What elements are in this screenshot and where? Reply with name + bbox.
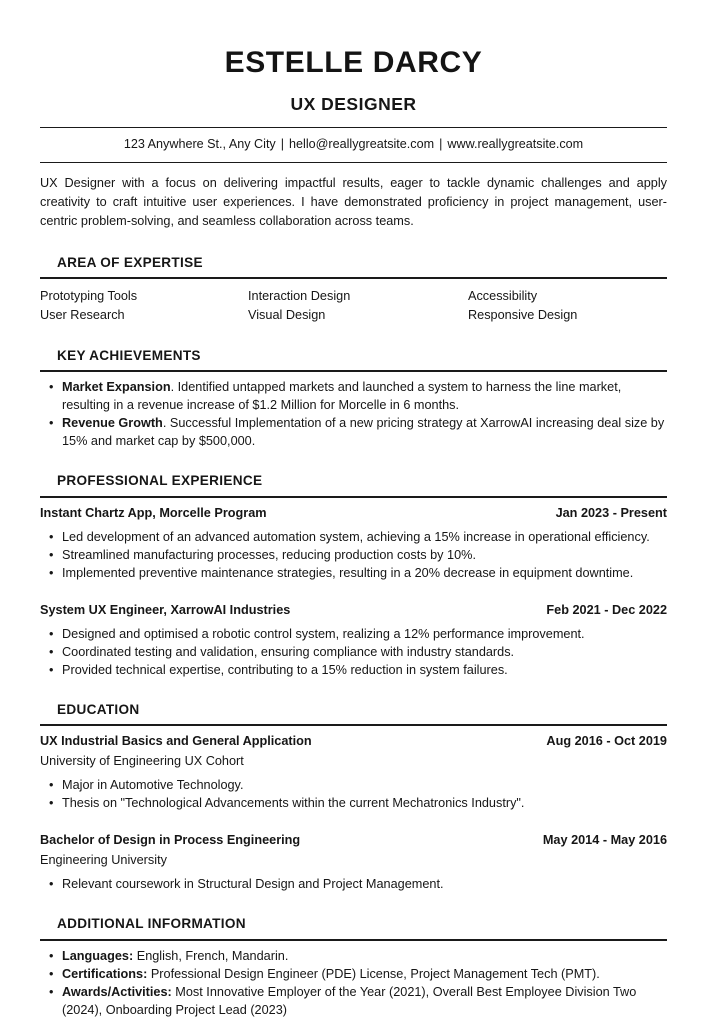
achievement-item: [40, 378, 667, 414]
section-divider: [40, 370, 667, 372]
contact-separator: |: [439, 136, 443, 151]
jobs-list: [40, 504, 667, 679]
section-education: [40, 700, 667, 894]
profile-summary: UX Designer with a focus on delivering impactful results, eager to tackle dynamic challenges and apply creativity to craft intuitive user experiences. I have demonstrated proficiency in project management, user-centric problem-solving, and seamless collaboration across teams.: [40, 175, 667, 229]
education-dates: Aug 2016 - Oct 2019: [546, 734, 667, 749]
section-divider: [40, 496, 667, 498]
additional-item: [40, 965, 667, 983]
bullet-icon: [40, 965, 62, 983]
achievement-item: [40, 414, 667, 450]
education-bullets: [40, 776, 667, 812]
additional-item: [40, 947, 667, 965]
additional-label: Certifications:: [62, 966, 148, 981]
section-heading-achievements: KEY ACHIEVEMENTS: [57, 347, 201, 363]
job-bullet-text: Coordinated testing and validation, ensuring compliance with industry standards.: [62, 644, 515, 659]
skill-item: Prototyping Tools: [40, 288, 138, 303]
education-school: Engineering University: [40, 853, 167, 868]
achievement-detail: . Successful Implementation of a new pricing strategy at XarrowAI increasing deal size by 15% and market cap by $500,000.: [62, 416, 665, 449]
job-bullet: [40, 643, 667, 661]
bullet-icon: [40, 414, 62, 432]
bullet-icon: [40, 528, 62, 546]
job-bullet-text: Implemented preventive maintenance strategies, resulting in a 20% decrease in equipment downtime.: [62, 565, 634, 580]
job-entry-dates: Feb 2021 - Dec 2022: [546, 602, 667, 617]
achievement-label: Market Expansion: [62, 380, 171, 395]
job-bullet: [40, 661, 667, 679]
job-bullet: [40, 546, 667, 564]
education-list: [40, 732, 667, 893]
education-bullet-text: Relevant coursework in Structural Design and Project Management.: [62, 877, 444, 892]
education-entry: [40, 831, 667, 893]
section-experience: [40, 471, 667, 679]
job-entry: [40, 601, 667, 679]
bullet-icon: [40, 794, 62, 812]
education-entry: [40, 732, 667, 812]
education-header: [40, 831, 667, 849]
section-expertise: [40, 253, 667, 325]
skill-item: Visual Design: [248, 307, 326, 322]
education-degree: UX Industrial Basics and General Application: [40, 734, 312, 749]
education-bullet: [40, 776, 667, 794]
education-bullet-text: Major in Automotive Technology.: [62, 778, 244, 793]
section-divider: [40, 724, 667, 726]
achievement-text: [62, 378, 667, 414]
education-bullet-text: Thesis on "Technological Advancements within the current Mechatronics Industry".: [62, 796, 525, 811]
bullet-icon: [40, 625, 62, 643]
job-bullets: [40, 625, 667, 679]
contact-website: www.reallygreatsite.com: [447, 136, 584, 151]
bullet-icon: [40, 947, 62, 965]
bullet-icon: [40, 661, 62, 679]
additional-detail: English, French, Mandarin.: [133, 948, 289, 963]
job-entry-title: System UX Engineer, XarrowAI Industries: [40, 602, 291, 617]
person-name: ESTELLE DARCY: [224, 46, 483, 79]
additional-detail: Most Innovative Employer of the Year (2021), Overall Best Employee Division Two (2024), Onboarding Project Lead (2023): [62, 984, 637, 1017]
section-heading-experience: PROFESSIONAL EXPERIENCE: [57, 473, 263, 489]
section-divider: [40, 277, 667, 279]
additional-detail: Professional Design Engineer (PDE) License, Project Management Tech (PMT).: [147, 966, 600, 981]
additional-label: Awards/Activities:: [62, 984, 172, 999]
achievement-detail: . Identified untapped markets and launched a system to harness the line market, resulting in a revenue increase of $1.2 Million for Morcelle in 6 months.: [62, 380, 622, 413]
education-bullets: [40, 875, 667, 893]
contact-address: 123 Anywhere St., Any City: [123, 136, 276, 151]
education-dates: May 2014 - May 2016: [542, 833, 667, 848]
contact-bar: [40, 127, 667, 163]
job-bullets: [40, 528, 667, 582]
job-entry-title: Instant Chartz App, Morcelle Program: [40, 505, 267, 520]
additional-text: [62, 965, 667, 983]
section-heading-expertise: AREA OF EXPERTISE: [57, 254, 203, 270]
education-bullet: [40, 794, 667, 812]
achievement-label: Revenue Growth: [62, 416, 163, 431]
bullet-icon: [40, 564, 62, 582]
bullet-icon: [40, 546, 62, 564]
bullet-icon: [40, 378, 62, 396]
education-school: University of Engineering UX Cohort: [40, 754, 244, 769]
section-additional: [40, 914, 667, 1018]
job-bullet: [40, 564, 667, 582]
job-entry-dates: Jan 2023 - Present: [555, 505, 667, 520]
additional-text: [62, 947, 667, 965]
job-bullet: [40, 528, 667, 546]
contact-email: hello@reallygreatsite.com: [289, 136, 435, 151]
skill-item: Responsive Design: [468, 307, 578, 322]
bullet-icon: [40, 776, 62, 794]
skill-item: Accessibility: [468, 288, 538, 303]
additional-label: Languages:: [62, 948, 134, 963]
job-bullet-text: Led development of an advanced automation system, achieving a 15% increase in operational efficiency.: [62, 529, 650, 544]
bullet-icon: [40, 983, 62, 1001]
job-entry: [40, 504, 667, 582]
section-heading-education: EDUCATION: [57, 701, 140, 717]
job-header: [40, 601, 667, 619]
section-achievements: [40, 346, 667, 450]
education-bullet: [40, 875, 667, 893]
skill-item: Interaction Design: [248, 288, 351, 303]
job-bullet-text: Provided technical expertise, contributing to a 15% reduction in system failures.: [62, 662, 508, 677]
bullet-icon: [40, 875, 62, 893]
achievement-text: [62, 414, 667, 450]
skill-item: User Research: [40, 307, 125, 322]
additional-list: [40, 947, 667, 1019]
skills-grid: [40, 287, 667, 325]
additional-item: [40, 983, 667, 1019]
job-bullet: [40, 625, 667, 643]
achievements-list: [40, 378, 667, 450]
additional-text: [62, 983, 667, 1019]
section-heading-additional: ADDITIONAL INFORMATION: [57, 916, 246, 932]
job-bullet-text: Streamlined manufacturing processes, reducing production costs by 10%.: [62, 547, 476, 562]
education-header: [40, 732, 667, 750]
bullet-icon: [40, 643, 62, 661]
education-degree: Bachelor of Design in Process Engineering: [40, 833, 301, 848]
section-divider: [40, 939, 667, 941]
job-header: [40, 504, 667, 522]
contact-separator: |: [280, 136, 285, 151]
job-bullet-text: Designed and optimised a robotic control system, realizing a 12% performance improvement.: [62, 626, 585, 641]
job-title: UX DESIGNER: [290, 94, 417, 114]
